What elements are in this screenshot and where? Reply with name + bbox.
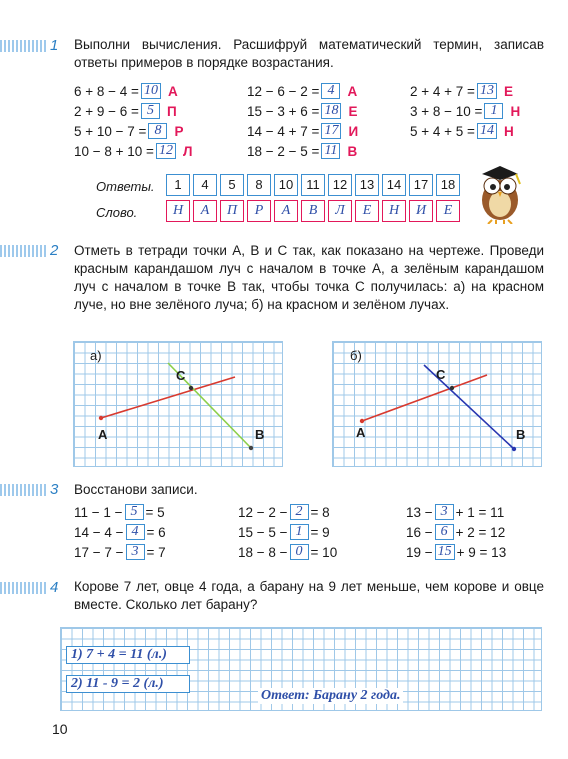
equation-left: 12 − 2 − [238,504,288,520]
answer-box: 15 [435,544,455,560]
example-expression: 5 + 10 − 7 = [74,123,147,139]
answer-box: 14 [477,123,497,139]
answer-cell: 8 [247,174,271,196]
equation-row [238,543,337,561]
cipher-letter: В [347,143,358,159]
answer-box: 13 [477,83,497,99]
example-expression: 2 + 9 − 6 = [74,103,139,119]
answers-cells [166,174,460,196]
cipher-letter: П [166,103,177,119]
answer-cell: 11 [301,174,325,196]
equation-row [74,523,166,541]
point-b [512,447,516,451]
example-expression: 18 − 2 − 5 = [247,143,320,159]
equation-left: 11 − 1 − [74,504,123,520]
answer-box: 5 [125,504,144,520]
solution-line-1: 1) 7 + 4 = 11 (л.) [66,646,190,664]
figure-b-label: б) [350,348,362,363]
figure-a-point-a-label: А [98,427,108,442]
cipher-letter: А [167,83,178,99]
equation-left: 17 − 7 − [74,544,124,560]
cipher-letter: Р [174,123,184,139]
task-number: 1 [50,37,59,54]
answer-box: 3 [435,504,454,520]
equation-row [406,523,505,541]
example-row [247,102,357,120]
solution-line-2: 2) 11 - 9 = 2 (л.) [66,675,190,693]
equation-left: 16 − [406,524,433,540]
answer-box: 4 [321,83,340,99]
answer-box: 18 [321,103,341,119]
point-a [99,416,103,420]
red-ray-b [362,375,487,421]
answer-cell: 12 [328,174,352,196]
point-b [249,446,253,450]
example-row [247,142,357,160]
cipher-letter: А [347,83,358,99]
answer-box: 2 [290,504,309,520]
example-row [247,82,357,100]
example-expression: 12 − 6 − 2 = [247,83,320,99]
answer-box: 4 [126,524,145,540]
answer-cell: 4 [193,174,217,196]
point-c [450,386,454,390]
equation-right: = 9 [310,524,330,540]
example-expression: 3 + 8 − 10 = [410,103,483,119]
margin-stripe [0,484,46,496]
solution-answer: Ответ: Барану 2 года. [258,688,403,704]
figure-b [332,341,542,467]
word-letter-cell: Н [382,200,406,222]
equation-row [238,503,330,521]
task-text: Восстанови записи. [74,482,198,497]
word-letter-cell: Р [247,200,271,222]
word-label: Слово. [96,205,138,220]
word-letter-cell: Е [436,200,460,222]
example-row [410,82,513,100]
example-expression: 10 − 8 + 10 = [74,143,154,159]
answer-cell: 10 [274,174,298,196]
answer-box: 8 [148,123,167,139]
equation-row [238,523,330,541]
cipher-letter: И [348,123,359,139]
word-letter-cell: Е [355,200,379,222]
task-number: 3 [50,481,59,498]
cipher-letter: Е [503,83,513,99]
cipher-letter: Н [510,103,521,119]
equation-left: 18 − 8 − [238,544,288,560]
word-letter-cell: В [301,200,325,222]
equation-left: 15 − 5 − [238,524,288,540]
figure-a [73,341,283,467]
answer-box: 17 [321,123,341,139]
example-row [74,102,177,120]
figure-b-point-b-label: В [516,427,526,442]
figure-a-label: а) [90,348,102,363]
answer-box: 3 [126,544,145,560]
equation-row [406,503,504,521]
equation-right: = 8 [310,504,330,520]
answer-box: 6 [435,524,454,540]
answer-cell: 13 [355,174,379,196]
answer-box: 5 [141,103,160,119]
word-letter-cell: А [193,200,217,222]
figure-a-point-c-label: С [176,368,186,383]
word-letter-cell: Л [328,200,352,222]
answer-cell: 1 [166,174,190,196]
margin-stripe [0,582,46,594]
point-c [189,386,193,390]
answer-box: 10 [141,83,161,99]
answer-cell: 17 [409,174,433,196]
equation-right: + 2 = 12 [455,524,506,540]
example-row [74,122,183,140]
cipher-letter: Н [503,123,514,139]
figure-b-point-a-label: А [356,425,366,440]
answer-box: 0 [290,544,309,560]
margin-stripe [0,40,46,52]
answer-box: 12 [156,143,176,159]
task-text: Корове 7 лет, овце 4 года, а барану на 9 лет меньше, чем корове и овце вместе. Сколько лет барану? [74,579,544,612]
task-text: Выполни вычисления. Расшифруй математический термин, записав ответы примеров в порядке возрастания. [74,37,544,70]
task-number: 2 [50,242,59,259]
equation-row [74,503,165,521]
answer-box: 1 [290,524,309,540]
answers-label: Ответы. [96,179,155,194]
answer-cell: 14 [382,174,406,196]
example-expression: 2 + 4 + 7 = [410,83,475,99]
figure-a-point-b-label: В [255,427,265,442]
answer-cell: 18 [436,174,460,196]
equation-row [74,543,166,561]
equation-left: 19 − [406,544,433,560]
example-expression: 14 − 4 + 7 = [247,123,320,139]
equation-row [406,543,506,561]
word-letter-cell: Н [166,200,190,222]
word-letter-cell: И [409,200,433,222]
equation-right: + 9 = 13 [456,544,507,560]
equation-left: 13 − [406,504,433,520]
equation-right: = 10 [310,544,338,560]
word-letter-cell: А [274,200,298,222]
example-row [74,142,192,160]
answer-cell: 5 [220,174,244,196]
owl-illustration [470,162,530,224]
answer-box: 11 [321,143,340,159]
example-row [74,82,178,100]
equation-left: 14 − 4 − [74,524,124,540]
margin-stripe [0,245,46,257]
example-row [247,122,358,140]
cipher-letter: Л [182,143,193,159]
example-row [410,102,520,120]
task-text: Отметь в тетради точки А, В и С так, как показано на чертеже. Проведи красным карандашом луч с началом в точке А, а зелёным карандашом луч с началом в точке В так, чтобы точка С получилась: а) на красном луче, но вне зелёного луча; б) на красном и зелёном лучах. [74,243,544,312]
example-row [410,122,514,140]
figure-b-point-c-label: С [436,367,446,382]
example-expression: 6 + 8 − 4 = [74,83,139,99]
equation-right: = 5 [145,504,165,520]
equation-right: = 7 [146,544,166,560]
page-number: 10 [52,721,68,737]
example-expression: 5 + 4 + 5 = [410,123,475,139]
answer-box: 1 [484,103,503,119]
example-expression: 15 − 3 + 6 = [247,103,320,119]
equation-right: = 6 [146,524,166,540]
task-number: 4 [50,579,59,596]
point-a [360,419,364,423]
equation-right: + 1 = 11 [455,504,505,520]
word-letter-cell: П [220,200,244,222]
word-cells [166,200,460,222]
cipher-letter: Е [348,103,358,119]
